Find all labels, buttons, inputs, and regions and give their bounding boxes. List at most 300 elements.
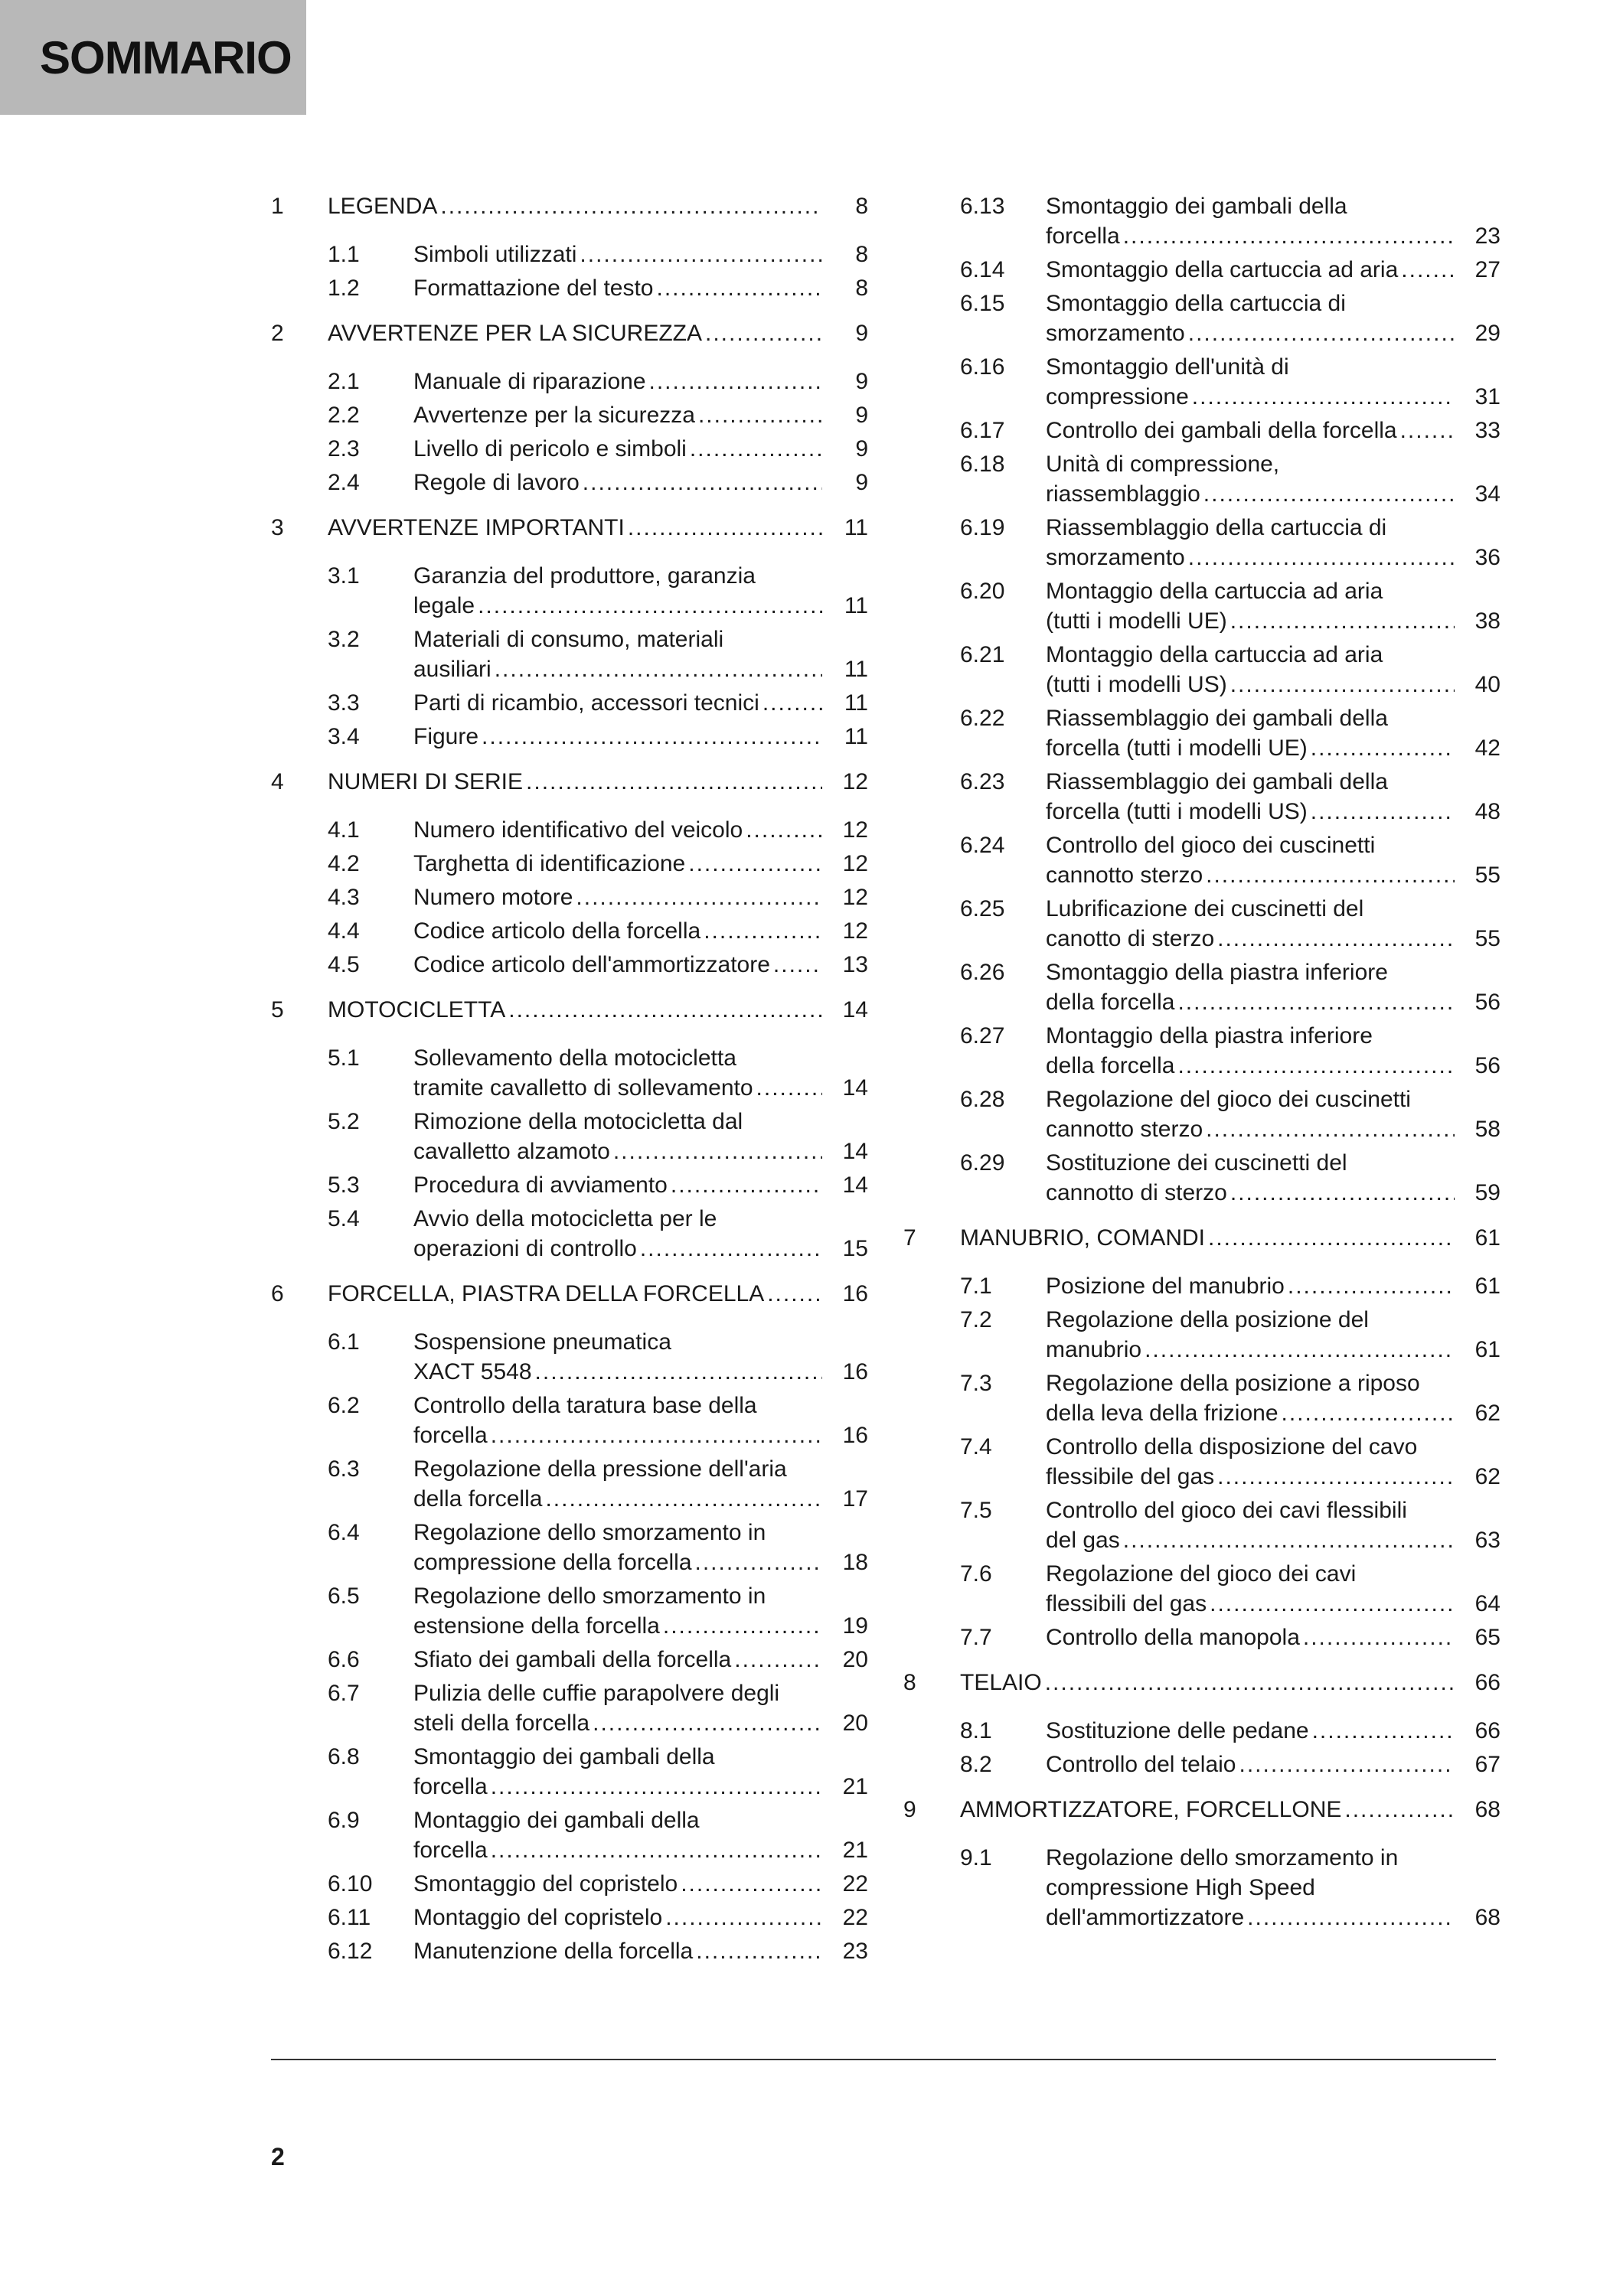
toc-page-number: 16 (842, 1359, 868, 1384)
toc-page-number: 11 (844, 724, 868, 749)
toc-page-number: 8 (855, 276, 868, 301)
toc-section-entry[interactable] (271, 1170, 868, 1200)
dot-leader (1311, 797, 1455, 827)
toc-entry-number: 2.2 (328, 403, 360, 428)
toc-entry-title: compressione della forcella (413, 1550, 692, 1575)
toc-page-number: 9 (855, 369, 868, 394)
toc-entry-number: 6.21 (960, 642, 1005, 667)
toc-page-number: 8 (855, 242, 868, 267)
toc-page-number: 13 (842, 952, 868, 977)
toc-section-entry[interactable] (903, 767, 1501, 827)
dot-leader (1247, 1903, 1455, 1932)
toc-entry-number: 6.17 (960, 418, 1005, 443)
toc-page-number: 56 (1474, 990, 1501, 1015)
toc-entry-title: Smontaggio dell'unità di (1046, 354, 1289, 380)
toc-column-left (271, 191, 868, 1970)
toc-entry-title: Regolazione della posizione a riposo (1046, 1371, 1420, 1396)
dot-leader (734, 1645, 822, 1675)
dot-leader (1311, 733, 1455, 763)
toc-entry-title: Smontaggio della cartuccia di (1046, 291, 1346, 316)
toc-entry-title: Livello di pericolo e simboli (413, 436, 687, 461)
dot-leader (1206, 1114, 1455, 1144)
toc-entry-number: 6.26 (960, 960, 1005, 985)
toc-page-number: 11 (844, 593, 868, 618)
toc-entry-number: 3.1 (328, 563, 360, 589)
toc-entry-title: LEGENDA (328, 194, 438, 219)
toc-page-number: 14 (842, 1172, 868, 1198)
toc-page-number: 21 (842, 1774, 868, 1799)
toc-section-entry[interactable] (271, 1204, 868, 1264)
toc-page-number: 22 (842, 1871, 868, 1896)
toc-entry-title: Smontaggio dei gambali della (1046, 194, 1347, 219)
toc-entry-number: 6.22 (960, 706, 1005, 731)
toc-entry-title: forcella (tutti i modelli UE) (1046, 735, 1308, 761)
toc-section-entry[interactable] (903, 1716, 1501, 1746)
toc-entry-title: flessibile del gas (1046, 1464, 1215, 1489)
toc-section-entry[interactable] (271, 882, 868, 912)
toc-entry-title: MANUBRIO, COMANDI (960, 1225, 1206, 1251)
toc-section-entry[interactable] (271, 1742, 868, 1802)
toc-entry-title: FORCELLA, PIASTRA DELLA FORCELLA (328, 1281, 765, 1306)
toc-section-entry[interactable] (903, 1271, 1501, 1301)
dot-leader (1230, 606, 1455, 636)
toc-entry-number: 4.1 (328, 817, 360, 843)
toc-entry-number: 7.5 (960, 1498, 992, 1523)
toc-entry-number: 6.8 (328, 1744, 360, 1769)
toc-section-entry[interactable] (271, 367, 868, 396)
dot-leader (746, 815, 822, 845)
toc-page-number: 29 (1474, 321, 1501, 346)
toc-chapter-entry[interactable] (271, 191, 868, 221)
toc-entry-title: Smontaggio della cartuccia ad aria (1046, 257, 1399, 282)
toc-section-entry[interactable] (271, 561, 868, 621)
toc-entry-number: 6.15 (960, 291, 1005, 316)
toc-entry-title: Materiali di consumo, materiali (413, 627, 724, 652)
toc-page-number: 56 (1474, 1053, 1501, 1078)
toc-page-number: 33 (1474, 418, 1501, 443)
toc-chapter-entry[interactable] (271, 767, 868, 797)
toc-page-number: 16 (842, 1423, 868, 1448)
dot-leader (1230, 1178, 1455, 1208)
toc-chapter-entry[interactable] (903, 1795, 1501, 1825)
toc-page-number: 11 (844, 657, 868, 682)
toc-entry-number: 6.11 (328, 1905, 371, 1930)
toc-entry-number: 6.10 (328, 1871, 373, 1896)
toc-section-entry[interactable] (903, 703, 1501, 763)
toc-entry-title: Parti di ricambio, accessori tecnici (413, 690, 759, 716)
toc-entry-number: 6.24 (960, 833, 1005, 858)
dot-leader (491, 1772, 822, 1802)
toc-section-entry[interactable] (903, 416, 1501, 445)
toc-section-entry[interactable] (271, 1518, 868, 1577)
toc-section-entry[interactable] (271, 1936, 868, 1966)
toc-entry-title: smorzamento (1046, 321, 1185, 346)
dot-leader (478, 591, 822, 621)
toc-section-entry[interactable] (271, 1581, 868, 1641)
toc-page-number: 48 (1474, 799, 1501, 824)
toc-entry-title: Pulizia delle cuffie parapolvere degli (413, 1681, 780, 1706)
toc-entry-title: ausiliari (413, 657, 491, 682)
toc-entry-number: 6.1 (328, 1329, 360, 1355)
toc-entry-title: Smontaggio della piastra inferiore (1046, 960, 1388, 985)
toc-page-number: 14 (842, 1139, 868, 1164)
dot-leader (705, 318, 822, 348)
toc-section-entry[interactable] (271, 468, 868, 497)
toc-section-entry[interactable] (271, 1678, 868, 1738)
toc-entry-title: Rimozione della motocicletta dal (413, 1109, 743, 1134)
toc-entry-number: 2 (271, 321, 284, 346)
toc-entry-title: Avvio della motocicletta per le (413, 1206, 717, 1231)
toc-section-entry[interactable] (271, 1327, 868, 1387)
toc-section-entry[interactable] (903, 1368, 1501, 1428)
toc-entry-title: Codice articolo dell'ammortizzatore (413, 952, 770, 977)
toc-entry-number: 6.3 (328, 1456, 360, 1482)
dot-leader (657, 273, 823, 303)
toc-entry-number: 6 (271, 1281, 284, 1306)
toc-entry-number: 4.4 (328, 918, 360, 944)
toc-section-entry[interactable] (903, 957, 1501, 1017)
toc-entry-title: del gas (1046, 1528, 1120, 1553)
dot-leader (1123, 1525, 1455, 1555)
toc-entry-title: Controllo della manopola (1046, 1625, 1300, 1650)
toc-entry-number: 6.23 (960, 769, 1005, 794)
toc-entry-title: della forcella (1046, 1053, 1175, 1078)
toc-entry-title: Posizione del manubrio (1046, 1274, 1285, 1299)
toc-entry-title: Formattazione del testo (413, 276, 654, 301)
dot-leader (628, 513, 822, 543)
toc-page-number: 38 (1474, 608, 1501, 634)
dot-leader (671, 1170, 822, 1200)
toc-page-number: 67 (1474, 1752, 1501, 1777)
toc-page-number: 9 (855, 470, 868, 495)
dot-leader (1188, 318, 1455, 348)
toc-entry-title: Numero identificativo del veicolo (413, 817, 743, 843)
toc-entry-title: Riassemblaggio della cartuccia di (1046, 515, 1387, 540)
toc-page-number: 59 (1474, 1180, 1501, 1205)
toc-page-number: 66 (1474, 1718, 1501, 1743)
toc-entry-title: estensione della forcella (413, 1613, 660, 1639)
toc-entry-number: 7.4 (960, 1434, 992, 1459)
toc-entry-title: MOTOCICLETTA (328, 997, 506, 1022)
toc-entry-title: AMMORTIZZATORE, FORCELLONE (960, 1797, 1342, 1822)
toc-page-number: 55 (1474, 926, 1501, 951)
toc-entry-title: Regolazione dello smorzamento in (1046, 1845, 1399, 1870)
toc-page-number: 68 (1474, 1797, 1501, 1822)
toc-page-number: 58 (1474, 1117, 1501, 1142)
toc-page-number: 12 (842, 851, 868, 876)
dot-leader (1344, 1795, 1455, 1825)
toc-entry-title: forcella (413, 1423, 488, 1448)
toc-entry-title: Manuale di riparazione (413, 369, 646, 394)
toc-section-entry[interactable] (903, 289, 1501, 348)
toc-section-entry[interactable] (903, 449, 1501, 509)
toc-entry-number: 8.2 (960, 1752, 992, 1777)
toc-section-entry[interactable] (903, 640, 1501, 700)
dot-leader (696, 1936, 822, 1966)
toc-entry-title: Garanzia del produttore, garanzia (413, 563, 756, 589)
toc-entry-number: 6.13 (960, 194, 1005, 219)
toc-section-entry[interactable] (271, 400, 868, 430)
toc-entry-number: 6.9 (328, 1808, 360, 1833)
toc-section-entry[interactable] (903, 1084, 1501, 1144)
toc-section-entry[interactable] (271, 1454, 868, 1514)
toc-page-number: 27 (1474, 257, 1501, 282)
toc-section-entry[interactable] (271, 1805, 868, 1865)
toc-entry-number: 1.2 (328, 276, 360, 301)
dot-leader (767, 1279, 822, 1309)
toc-entry-number: 6.20 (960, 579, 1005, 604)
toc-entry-number: 6.12 (328, 1939, 373, 1964)
toc-entry-title: Montaggio dei gambali della (413, 1808, 700, 1833)
toc-entry-number: 8 (903, 1670, 916, 1695)
toc-entry-number: 6.19 (960, 515, 1005, 540)
dot-leader (681, 1869, 822, 1899)
toc-entry-title: Montaggio della cartuccia ad aria (1046, 642, 1383, 667)
toc-section-entry[interactable] (903, 894, 1501, 954)
toc-page-number: 17 (842, 1486, 868, 1512)
toc-section-entry[interactable] (903, 513, 1501, 572)
toc-section-entry[interactable] (271, 434, 868, 464)
toc-entry-number: 3.2 (328, 627, 360, 652)
toc-entry-number: 4.3 (328, 885, 360, 910)
toc-entry-title: forcella (413, 1774, 488, 1799)
toc-entry-title: legale (413, 593, 475, 618)
toc-section-entry[interactable] (903, 255, 1501, 285)
toc-entry-number: 6.16 (960, 354, 1005, 380)
toc-entry-number: 1.1 (328, 242, 360, 267)
toc-entry-number: 7.7 (960, 1625, 992, 1650)
toc-entry-number: 9 (903, 1797, 916, 1822)
toc-entry-title: Smontaggio del copristelo (413, 1871, 678, 1896)
toc-entry-title: TELAIO (960, 1670, 1042, 1695)
toc-section-entry[interactable] (271, 1107, 868, 1166)
toc-entry-title: Smontaggio dei gambali della (413, 1744, 715, 1769)
toc-section-entry[interactable] (271, 625, 868, 684)
dot-leader (663, 1611, 822, 1641)
toc-entry-title: Controllo dei gambali della forcella (1046, 418, 1397, 443)
dot-leader (495, 654, 822, 684)
toc-entry-title: Manutenzione della forcella (413, 1939, 694, 1964)
dot-leader (690, 434, 822, 464)
toc-page-number: 9 (855, 403, 868, 428)
toc-entry-title: XACT 5548 (413, 1359, 532, 1384)
toc-entry-title: Sospensione pneumatica (413, 1329, 671, 1355)
toc-page-number: 55 (1474, 863, 1501, 888)
toc-entry-number: 2.4 (328, 470, 360, 495)
toc-page-number: 14 (842, 997, 868, 1022)
toc-entry-title: compressione High Speed (1046, 1875, 1315, 1900)
dot-leader (491, 1420, 822, 1450)
section-tab (0, 0, 306, 115)
toc-section-entry[interactable] (903, 1021, 1501, 1081)
toc-page-number: 65 (1474, 1625, 1501, 1650)
toc-entry-number: 5 (271, 997, 284, 1022)
toc-section-entry[interactable] (903, 576, 1501, 636)
toc-section-entry[interactable] (903, 1305, 1501, 1365)
toc-entry-number: 3.4 (328, 724, 360, 749)
toc-entry-title: della forcella (413, 1486, 543, 1512)
toc-page-number: 8 (855, 194, 868, 219)
dot-leader (1217, 924, 1455, 954)
toc-entry-number: 6.25 (960, 896, 1005, 921)
toc-page-number: 12 (842, 769, 868, 794)
toc-entry-title: Controllo del gioco dei cavi flessibili (1046, 1498, 1407, 1523)
toc-entry-title: cannotto sterzo (1046, 1117, 1203, 1142)
toc-entry-number: 5.1 (328, 1045, 360, 1071)
toc-entry-title: Regolazione dello smorzamento in (413, 1520, 766, 1545)
toc-entry-title: Unità di compressione, (1046, 452, 1280, 477)
toc-section-entry[interactable] (271, 916, 868, 946)
toc-section-entry[interactable] (903, 1623, 1501, 1652)
dot-leader (535, 1357, 822, 1387)
toc-entry-number: 3.3 (328, 690, 360, 716)
toc-page-number: 11 (844, 690, 868, 716)
toc-chapter-entry[interactable] (903, 1668, 1501, 1698)
toc-section-entry[interactable] (271, 722, 868, 752)
toc-section-entry[interactable] (903, 1843, 1501, 1932)
toc-section-entry[interactable] (903, 1148, 1501, 1208)
toc-section-entry[interactable] (903, 352, 1501, 412)
dot-leader (1282, 1398, 1455, 1428)
toc-chapter-entry[interactable] (271, 995, 868, 1025)
toc-page-number: 63 (1474, 1528, 1501, 1553)
toc-entry-number: 3 (271, 515, 284, 540)
toc-entry-number: 4.5 (328, 952, 360, 977)
toc-page-number: 14 (842, 1075, 868, 1101)
toc-entry-title: Controllo del gioco dei cuscinetti (1046, 833, 1376, 858)
toc-page-number: 31 (1474, 384, 1501, 409)
toc-section-entry[interactable] (271, 950, 868, 980)
toc-section-entry[interactable] (271, 1043, 868, 1103)
toc-entry-title: AVVERTENZE PER LA SICUREZZA (328, 321, 703, 346)
toc-entry-title: cannotto di sterzo (1046, 1180, 1227, 1205)
toc-entry-number: 5.4 (328, 1206, 360, 1231)
toc-section-entry[interactable] (903, 1432, 1501, 1492)
toc-column-right (903, 191, 1501, 1936)
toc-entry-title: Regolazione del gioco dei cavi (1046, 1561, 1357, 1587)
toc-entry-title: forcella (tutti i modelli US) (1046, 799, 1308, 824)
dot-leader (1203, 479, 1455, 509)
toc-entry-number: 6.2 (328, 1393, 360, 1418)
toc-section-entry[interactable] (271, 273, 868, 303)
toc-section-entry[interactable] (271, 1903, 868, 1932)
toc-page-number: 19 (842, 1613, 868, 1639)
toc-entry-number: 6.18 (960, 452, 1005, 477)
toc-page-number: 16 (842, 1281, 868, 1306)
dot-leader (526, 767, 822, 797)
toc-section-entry[interactable] (903, 1495, 1501, 1555)
toc-entry-title: Figure (413, 724, 479, 749)
toc-page-number: 12 (842, 885, 868, 910)
toc-entry-title: Regolazione dello smorzamento in (413, 1583, 766, 1609)
dot-leader (440, 191, 822, 221)
toc-chapter-entry[interactable] (903, 1223, 1501, 1253)
toc-entry-title: manubrio (1046, 1337, 1142, 1362)
dot-leader (1230, 670, 1455, 700)
dot-leader (1303, 1623, 1455, 1652)
toc-entry-number: 6.4 (328, 1520, 360, 1545)
toc-entry-title: Controllo del telaio (1046, 1752, 1236, 1777)
toc-section-entry[interactable] (271, 1869, 868, 1899)
toc-section-entry[interactable] (271, 1391, 868, 1450)
dot-leader (1188, 543, 1455, 572)
toc-entry-title: della forcella (1046, 990, 1175, 1015)
toc-section-entry[interactable] (903, 1559, 1501, 1619)
dot-leader (1400, 416, 1455, 445)
toc-page-number: 66 (1474, 1670, 1501, 1695)
toc-entry-title: (tutti i modelli UE) (1046, 608, 1227, 634)
dot-leader (1401, 255, 1455, 285)
dot-leader (1045, 1668, 1455, 1698)
toc-entry-title: Avvertenze per la sicurezza (413, 403, 695, 428)
toc-section-entry[interactable] (271, 815, 868, 845)
toc-entry-title: Codice articolo della forcella (413, 918, 701, 944)
toc-entry-number: 9.1 (960, 1845, 992, 1870)
toc-entry-number: 6.27 (960, 1023, 1005, 1049)
toc-entry-title: della leva della frizione (1046, 1401, 1278, 1426)
toc-section-entry[interactable] (271, 688, 868, 718)
toc-entry-number: 8.1 (960, 1718, 992, 1743)
toc-section-entry[interactable] (903, 191, 1501, 251)
dot-leader (695, 1548, 822, 1577)
toc-entry-title: operazioni di controllo (413, 1236, 637, 1261)
toc-entry-number: 6.6 (328, 1647, 360, 1672)
toc-chapter-entry[interactable] (271, 318, 868, 348)
dot-leader (576, 882, 822, 912)
dot-leader (756, 1073, 822, 1103)
dot-leader (1208, 1223, 1455, 1253)
toc-page-number: 18 (842, 1550, 868, 1575)
toc-chapter-entry[interactable] (271, 1279, 868, 1309)
toc-page-number: 12 (842, 918, 868, 944)
dot-leader (1192, 382, 1455, 412)
toc-entry-title: flessibili del gas (1046, 1591, 1207, 1616)
toc-chapter-entry[interactable] (271, 513, 868, 543)
toc-entry-number: 1 (271, 194, 284, 219)
dot-leader (1312, 1716, 1455, 1746)
dot-leader (1288, 1271, 1455, 1301)
toc-entry-number: 2.3 (328, 436, 360, 461)
dot-leader (482, 722, 822, 752)
toc-entry-title: smorzamento (1046, 545, 1185, 570)
toc-entry-title: Sfiato dei gambali della forcella (413, 1647, 732, 1672)
toc-section-entry[interactable] (903, 1750, 1501, 1779)
toc-page-number: 62 (1474, 1464, 1501, 1489)
dot-leader (593, 1708, 822, 1738)
toc-entry-title: cavalletto alzamoto (413, 1139, 610, 1164)
toc-entry-title: Montaggio della cartuccia ad aria (1046, 579, 1383, 604)
dot-leader (698, 400, 822, 430)
toc-section-entry[interactable] (903, 830, 1501, 890)
dot-leader (1177, 987, 1455, 1017)
toc-entry-title: Regolazione della pressione dell'aria (413, 1456, 787, 1482)
toc-entry-title: forcella (1046, 223, 1120, 249)
toc-section-entry[interactable] (271, 240, 868, 269)
dot-leader (613, 1137, 822, 1166)
dot-leader (704, 916, 822, 946)
toc-entry-title: (tutti i modelli US) (1046, 672, 1227, 697)
toc-page-number: 62 (1474, 1401, 1501, 1426)
dot-leader (491, 1835, 822, 1865)
toc-entry-title: tramite cavalletto di sollevamento (413, 1075, 753, 1101)
toc-entry-title: Sostituzione dei cuscinetti del (1046, 1150, 1347, 1176)
toc-section-entry[interactable] (271, 1645, 868, 1675)
toc-entry-number: 4.2 (328, 851, 360, 876)
toc-section-entry[interactable] (271, 849, 868, 879)
toc-page-number: 15 (842, 1236, 868, 1261)
toc-entry-title: Controllo della disposizione del cavo (1046, 1434, 1418, 1459)
toc-entry-number: 7.6 (960, 1561, 992, 1587)
